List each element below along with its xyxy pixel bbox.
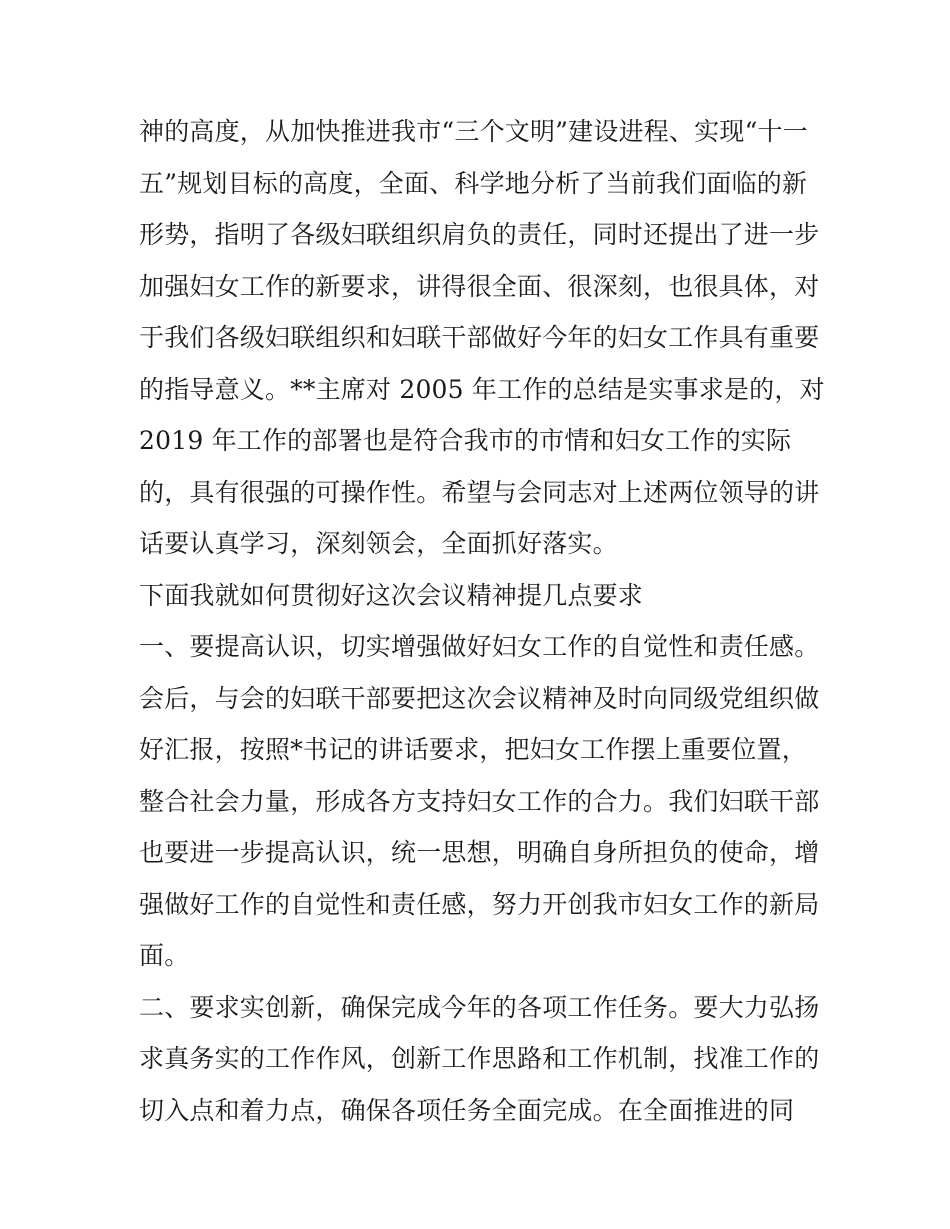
- text-line: 面。: [139, 941, 190, 970]
- text-line: 于我们各级妇联组织和妇联干部做好今年的妇女工作具有重要: [139, 323, 820, 352]
- text-line: 整合社会力量，形成各方支持妇女工作的合力。我们妇联干部: [139, 786, 820, 816]
- text-line: 好汇报，按照*书记的讲话要求，把妇女工作摆上重要位置，: [139, 735, 807, 764]
- text-line: 神的高度，从加快推进我市“三个文明”建设进程、实现“十一: [139, 117, 808, 146]
- text-line: 一、要提高认识，切实增强做好妇女工作的自觉性和责任感。: [139, 632, 820, 661]
- text-line: 二、要求实创新，确保完成今年的各项工作任务。要大力弘扬: [139, 992, 820, 1022]
- text-line: 求真务实的工作作风，创新工作思路和工作机制，找准工作的: [139, 1044, 820, 1073]
- text-line: 会后，与会的妇联干部要把这次会议精神及时向同级党组织做: [139, 683, 820, 713]
- text-line: 五”规划目标的高度，全面、科学地分析了当前我们面临的新: [139, 168, 808, 198]
- text-line: 切入点和着力点，确保各项任务全面完成。在全面推进的同: [139, 1095, 795, 1125]
- text-line: 也要进一步提高认识，统一思想，明确自身所担负的使命，增: [139, 838, 820, 867]
- text-line: 的指导意义。**主席对 2005 年工作的总结是实事求是的，对: [139, 374, 825, 404]
- text-line: 强做好工作的自觉性和责任感，努力开创我市妇女工作的新局: [139, 889, 820, 919]
- text-line: 下面我就如何贯彻好这次会议精神提几点要求: [139, 580, 644, 610]
- text-line: 的，具有很强的可操作性。希望与会同志对上述两位领导的讲: [139, 477, 820, 507]
- text-line: 加强妇女工作的新要求，讲得很全面、很深刻，也很具体，对: [139, 271, 820, 301]
- body-text: [139, 106, 825, 1136]
- text-line: 2019 年工作的部署也是符合我市的市情和妇女工作的实际: [139, 426, 792, 455]
- text-line: 话要认真学习，深刻领会，全面抓好落实。: [139, 529, 618, 558]
- text-line: 形势，指明了各级妇联组织肩负的责任，同时还提出了进一步: [139, 220, 820, 249]
